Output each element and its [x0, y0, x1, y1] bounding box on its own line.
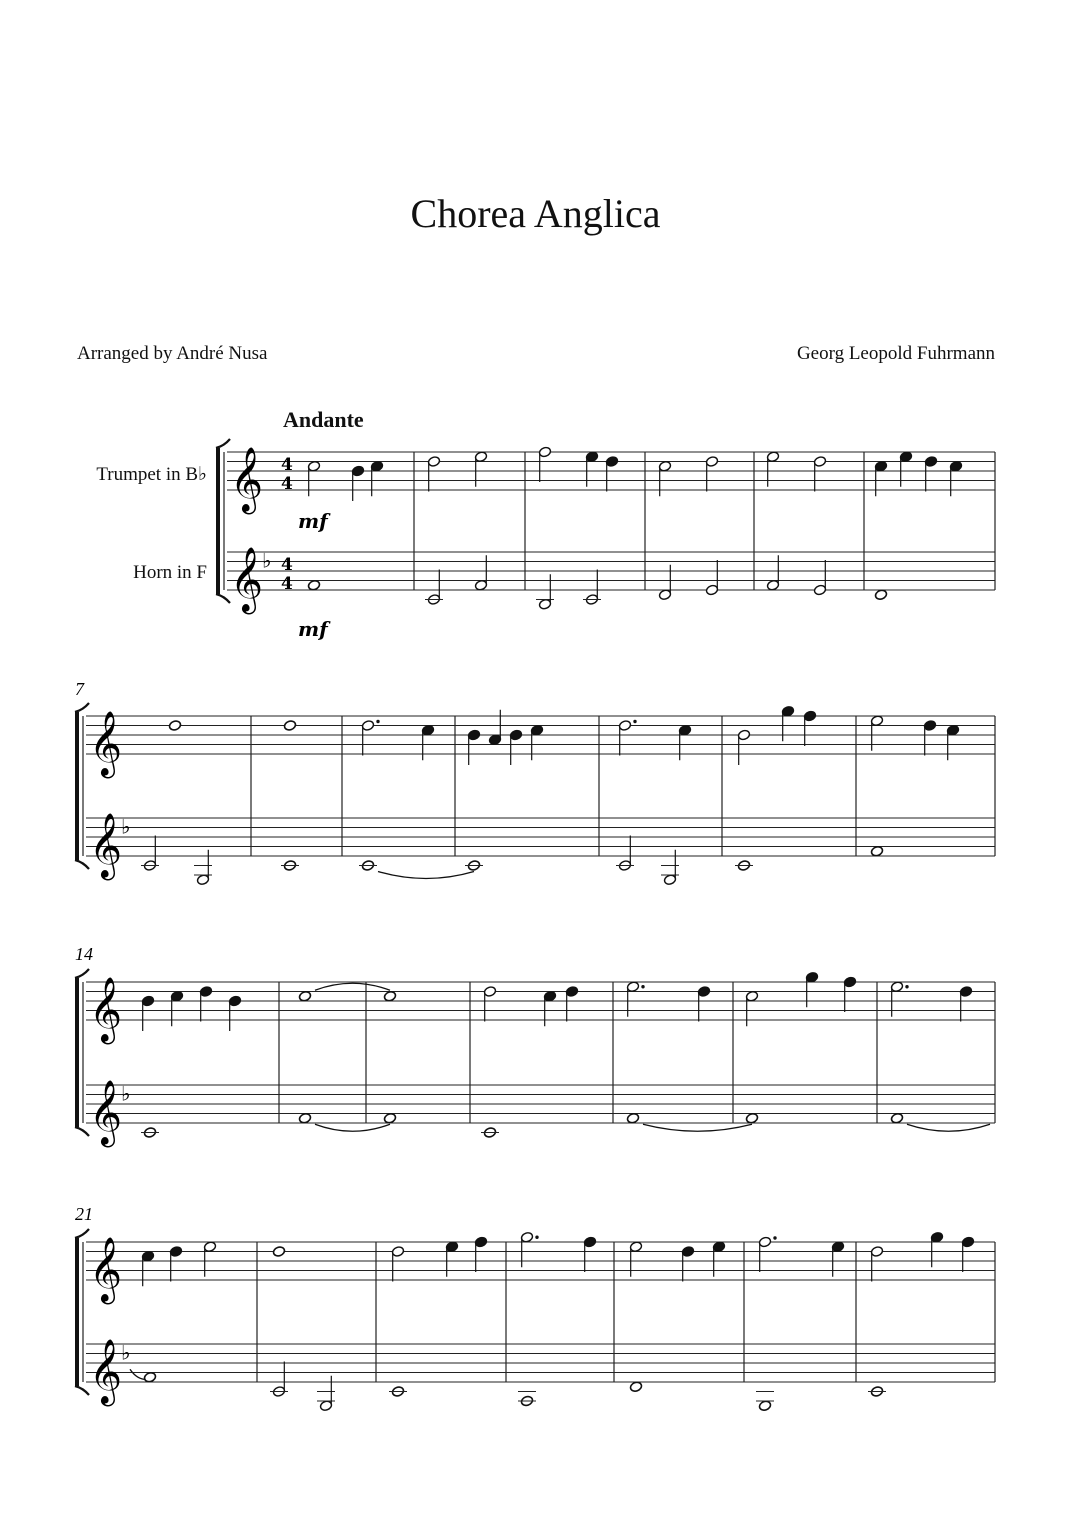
note [445, 1241, 458, 1277]
note [678, 724, 691, 760]
horn-staff-system-1 [227, 552, 995, 590]
note [735, 860, 753, 872]
horn-staff-system-2 [86, 818, 995, 856]
instrument-label-trumpet: Trumpet in B♭ [96, 464, 207, 485]
treble-clef: 𝄞 [89, 977, 123, 1042]
note [737, 729, 750, 765]
note [143, 1371, 156, 1383]
trumpet-staff-system-4 [86, 1242, 995, 1280]
note [681, 1246, 694, 1282]
composer-credit: Georg Leopold Fuhrmann [796, 343, 995, 364]
treble-clef: 𝄞 [89, 1339, 123, 1404]
note [141, 1127, 159, 1139]
key-signature-flat: ♭ [121, 1081, 131, 1106]
tie [315, 983, 390, 990]
note [813, 560, 826, 596]
dynamic-horn: mf [298, 617, 328, 641]
note [307, 579, 320, 591]
treble-clef: 𝄞 [230, 447, 264, 512]
bracket-hook [216, 439, 230, 448]
note [803, 710, 816, 746]
score-title: Chorea Anglica [410, 191, 661, 236]
time-signature-top: 4 [281, 455, 293, 475]
measure-number: 21 [75, 1204, 93, 1224]
note [899, 451, 912, 487]
note [658, 565, 671, 601]
note [383, 1112, 396, 1124]
measure-number: 7 [75, 679, 84, 699]
bracket-hook [216, 594, 230, 603]
note [281, 860, 299, 872]
note [481, 1127, 499, 1139]
note [488, 710, 501, 746]
note [565, 986, 578, 1022]
note [391, 1246, 404, 1282]
treble-clef: 𝄞 [89, 1080, 123, 1145]
note [923, 720, 936, 756]
note [870, 1246, 883, 1282]
note [629, 1241, 642, 1277]
note [474, 451, 487, 487]
note [874, 589, 887, 601]
key-signature-flat: ♭ [121, 814, 131, 839]
note [203, 1241, 216, 1277]
note [890, 1112, 903, 1124]
note [605, 456, 618, 492]
dynamic-trumpet: mf [298, 509, 328, 533]
note [766, 451, 779, 487]
note [370, 460, 383, 496]
note [705, 560, 718, 596]
note [169, 1246, 182, 1282]
note [518, 1392, 536, 1407]
note [959, 986, 972, 1022]
bracket-hook [75, 860, 89, 869]
note [467, 729, 480, 765]
treble-clef: 𝄞 [89, 711, 123, 776]
note [351, 465, 364, 501]
note [766, 555, 779, 591]
note [843, 976, 856, 1012]
note [298, 1112, 311, 1124]
note [383, 990, 396, 1002]
note [359, 860, 377, 872]
note [530, 724, 543, 760]
note [831, 1241, 844, 1277]
trumpet-staff-system-2 [86, 716, 995, 754]
note [465, 860, 483, 872]
note [199, 986, 212, 1022]
note [781, 705, 794, 741]
note [583, 570, 601, 606]
horn-staff-system-3 [86, 1085, 995, 1123]
note [228, 995, 241, 1031]
note [307, 460, 320, 496]
note [661, 850, 679, 886]
note [543, 990, 556, 1026]
note [629, 1381, 642, 1393]
note [868, 1386, 886, 1398]
tie [378, 872, 474, 879]
note [870, 715, 883, 751]
bracket-hook [75, 703, 89, 712]
note [946, 724, 959, 760]
note [421, 724, 434, 760]
time-signature-bottom: 4 [281, 574, 293, 594]
note [474, 1236, 487, 1272]
note [141, 995, 154, 1031]
bracket-hook [75, 969, 89, 978]
note [425, 570, 443, 606]
note [270, 1362, 288, 1398]
note [538, 446, 551, 482]
tie [315, 1124, 390, 1131]
arranger-credit: Arranged by André Nusa [77, 343, 268, 364]
note [168, 720, 181, 732]
note [874, 460, 887, 496]
instrument-label-horn: Horn in F [133, 562, 207, 583]
bracket-hook [75, 1386, 89, 1395]
note [583, 1236, 596, 1272]
horn-staff-system-4 [86, 1344, 995, 1382]
note [141, 836, 159, 872]
key-signature-flat: ♭ [121, 1340, 131, 1365]
time-signature-bottom: 4 [281, 474, 293, 494]
tie [907, 1124, 990, 1131]
note [705, 456, 718, 492]
note [536, 574, 554, 610]
note [626, 1112, 639, 1124]
tempo-marking: Andante [283, 407, 364, 432]
note [961, 1236, 974, 1272]
note [389, 1386, 407, 1398]
note [483, 986, 496, 1022]
note [658, 460, 671, 496]
note [949, 460, 962, 496]
note [924, 456, 937, 492]
note [272, 1246, 285, 1258]
measure-number: 14 [75, 944, 93, 964]
note [170, 990, 183, 1026]
note [870, 845, 883, 857]
tie [643, 1124, 752, 1131]
note [141, 1250, 154, 1286]
note [745, 1112, 758, 1124]
note [890, 981, 908, 1017]
trumpet-staff-system-3 [86, 982, 995, 1020]
note [509, 729, 522, 765]
treble-clef: 𝄞 [89, 1237, 123, 1302]
note [930, 1231, 943, 1267]
note [805, 971, 818, 1007]
note [317, 1376, 335, 1412]
note [298, 990, 311, 1002]
note [712, 1241, 725, 1277]
note [616, 836, 634, 872]
note [697, 986, 710, 1022]
note [427, 456, 440, 492]
treble-clef: 𝄞 [230, 547, 264, 612]
note [474, 555, 487, 591]
note [283, 720, 296, 732]
key-signature-flat: ♭ [262, 548, 272, 573]
note [756, 1392, 774, 1412]
note [194, 850, 212, 886]
bracket-hook [75, 1127, 89, 1136]
note [626, 981, 644, 1017]
bracket-hook [75, 1229, 89, 1238]
note [520, 1231, 538, 1267]
treble-clef: 𝄞 [89, 813, 123, 878]
note [745, 990, 758, 1026]
time-signature-top: 4 [281, 555, 293, 575]
note [813, 456, 826, 492]
note [585, 451, 598, 487]
